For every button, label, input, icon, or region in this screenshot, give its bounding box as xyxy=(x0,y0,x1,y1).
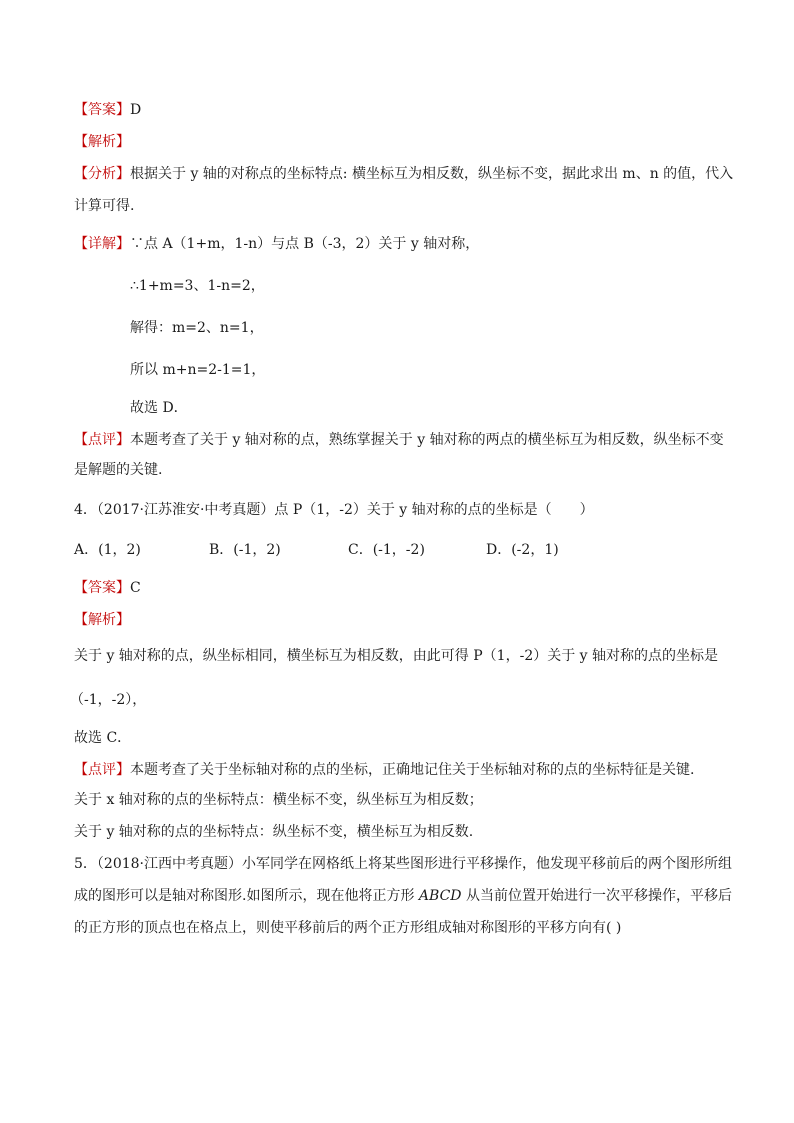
q3-detail-line4: 所以 m+n=2-1=1， xyxy=(130,362,266,378)
q3-detail-line1 xyxy=(74,234,479,254)
q3-detail-line5: 故选 D． xyxy=(130,400,188,416)
q3-analysis-tag xyxy=(74,132,130,152)
q5-line3: 的正方形的顶点也在格点上，则使平移前后的两个正方形组成轴对称图形的平移方向有( ) xyxy=(74,920,622,936)
q4-comment-line1 xyxy=(74,760,694,780)
detail-text: ∵点 A（1+m，1-n）与点 B（-3，2）关于 y 轴对称， xyxy=(130,236,480,252)
comment-text: 本题考查了关于 y 轴对称的点，熟练掌握关于 y 轴对称的两点的横坐标互为相反数，纵坐标不变 xyxy=(130,432,724,448)
q4-analysis-line1: 关于 y 轴对称的点，纵坐标相同，横坐标互为相反数，由此可得 P（1，-2）关于 y 轴对称的点的坐标是 xyxy=(74,648,719,664)
q5-line2 xyxy=(74,886,732,906)
detail-tag: 【详解】 xyxy=(74,236,130,252)
q3-fenxi-line2: 计算可得. xyxy=(74,198,135,214)
q5-line2-a: 成的图形可以是轴对称图形.如图所示，现在他将正方形 xyxy=(74,888,419,904)
answer-value: D xyxy=(130,102,142,118)
q4-option-c: C．(-1，-2) xyxy=(348,542,425,558)
answer-tag: 【答案】 xyxy=(74,102,130,118)
q4-option-a: A．(1，2) xyxy=(74,542,141,558)
q4-option-b: B．(-1，2) xyxy=(209,542,281,558)
q4-comment-line3: 关于 y 轴对称的点的坐标特点：纵坐标不变，横坐标互为相反数. xyxy=(74,824,474,840)
q4-stem: 4．（2017·江苏淮安·中考真题）点 P（1，-2）关于 y 轴对称的点的坐标是（ ） xyxy=(74,502,594,518)
answer-value: C xyxy=(130,580,141,596)
fenxi-tag: 【分析】 xyxy=(74,166,130,182)
q3-fenxi-line1 xyxy=(74,164,733,184)
fenxi-text: 根据关于 y 轴的对称点的坐标特点: 横坐标互为相反数，纵坐标不变，据此求出 m、n 的值，代入 xyxy=(130,166,734,182)
comment-tag: 【点评】 xyxy=(74,432,130,448)
q4-analysis-tag xyxy=(74,610,130,630)
analysis-tag: 【解析】 xyxy=(74,134,130,150)
q4-analysis-line2: （-1，-2）， xyxy=(70,692,147,708)
q5-line1: 5．（2018·江西中考真题）小军同学在网格纸上将某些图形进行平移操作，他发现平移前后的两个图形所组 xyxy=(74,856,732,872)
q3-detail-line3: 解得：m=2、n=1， xyxy=(130,320,264,336)
q4-option-d: D．(-2，1) xyxy=(486,542,559,558)
q4-answer xyxy=(74,578,141,598)
q3-comment-line1 xyxy=(74,430,724,450)
square-label: ABCD xyxy=(418,888,462,904)
answer-tag: 【答案】 xyxy=(74,580,130,596)
comment-tag: 【点评】 xyxy=(74,762,130,778)
comment-text: 本题考查了关于坐标轴对称的点的坐标，正确地记住关于坐标轴对称的点的坐标特征是关键. xyxy=(130,762,695,778)
q4-analysis-line3: 故选 C． xyxy=(74,730,132,746)
q3-answer xyxy=(74,100,141,120)
q3-comment-line2: 是解题的关键. xyxy=(74,462,163,478)
q5-line2-b: 从当前位置开始进行一次平移操作，平移后 xyxy=(461,888,732,904)
q4-comment-line2: 关于 x 轴对称的点的坐标特点：横坐标不变，纵坐标互为相反数； xyxy=(74,792,483,808)
q3-detail-line2: ∴1+m=3、1-n=2， xyxy=(130,278,265,294)
analysis-tag: 【解析】 xyxy=(74,612,130,628)
